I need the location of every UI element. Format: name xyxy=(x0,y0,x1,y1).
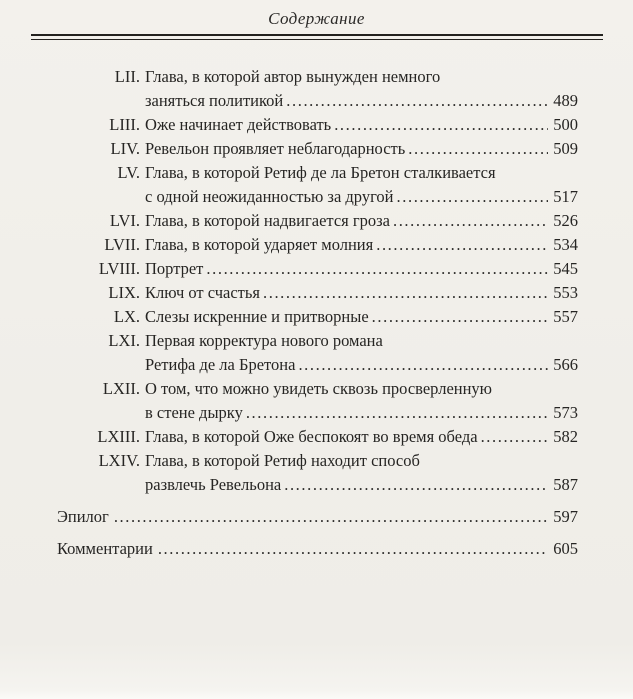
toc-title: Эпилог xyxy=(57,507,109,526)
page-number: 489 xyxy=(553,91,578,110)
toc-entry xyxy=(57,137,578,161)
toc-line xyxy=(57,401,578,425)
toc-numeral: LXIII. xyxy=(97,427,140,446)
toc-numeral: LVII. xyxy=(104,235,140,254)
toc-title: Глава, в которой Ретиф находит способ xyxy=(145,451,420,470)
toc-entry xyxy=(57,449,578,497)
toc-title: Глава, в которой ударяет молния xyxy=(145,235,374,254)
toc-title: О том, что можно увидеть сквозь просверленную xyxy=(145,379,493,398)
toc-title: Портрет xyxy=(145,259,204,278)
dot-leader xyxy=(481,425,549,449)
dot-leader xyxy=(372,305,549,329)
toc-list xyxy=(57,65,578,561)
dot-leader xyxy=(376,233,548,257)
toc-numeral: LXII. xyxy=(102,379,140,398)
page-number: 582 xyxy=(553,427,578,446)
toc-numeral: LX. xyxy=(113,307,140,326)
page-number: 597 xyxy=(553,507,578,526)
page-number: 517 xyxy=(553,187,578,206)
dot-leader xyxy=(298,353,548,377)
toc-title: Ревельон проявляет неблагодарность xyxy=(145,139,406,158)
dot-leader xyxy=(114,505,548,529)
toc-line xyxy=(57,209,578,233)
toc-entry xyxy=(57,425,578,449)
page-number: 557 xyxy=(553,307,578,326)
toc-title: Ретифа де ла Бретона xyxy=(145,355,296,374)
toc-line xyxy=(57,233,578,257)
toc-line xyxy=(57,257,578,281)
toc-entry xyxy=(57,377,578,425)
toc-entry xyxy=(57,329,578,377)
toc-title: Первая корректура нового романа xyxy=(145,331,383,350)
toc-line xyxy=(57,161,578,185)
toc-numeral: LIX. xyxy=(108,283,140,302)
toc-numeral: LV. xyxy=(117,163,140,182)
toc-numeral: LVIII. xyxy=(98,259,140,278)
toc-line xyxy=(57,65,578,89)
toc-title: заняться политикой xyxy=(145,91,284,110)
toc-numeral: LIII. xyxy=(109,115,140,134)
toc-title: Слезы искренние и притворные xyxy=(145,307,369,326)
toc-line xyxy=(57,281,578,305)
toc-numeral: LIV. xyxy=(110,139,140,158)
dot-leader xyxy=(263,281,548,305)
toc-line xyxy=(57,305,578,329)
toc-line xyxy=(57,185,578,209)
toc-title: Глава, в которой Оже беспокоят во время обеда xyxy=(145,427,478,446)
toc-entry xyxy=(57,113,578,137)
toc-title: Ключ от счастья xyxy=(145,283,260,302)
contents-header: Содержание xyxy=(268,9,365,28)
page-number: 509 xyxy=(553,139,578,158)
toc-line xyxy=(57,137,578,161)
page-number: 605 xyxy=(553,539,578,558)
page-number: 566 xyxy=(553,355,578,374)
toc-entry xyxy=(57,161,578,209)
toc-entry xyxy=(57,537,578,561)
toc-line xyxy=(57,377,578,401)
dot-leader xyxy=(408,137,548,161)
toc-line xyxy=(57,353,578,377)
toc-entry xyxy=(57,209,578,233)
toc-entry xyxy=(57,305,578,329)
dot-leader xyxy=(284,473,548,497)
toc-title: Комментарии xyxy=(57,539,153,558)
toc-numeral: LVI. xyxy=(109,211,140,230)
toc-line xyxy=(57,89,578,113)
page-number: 534 xyxy=(553,235,578,254)
toc-title: Глава, в которой автор вынужден немного xyxy=(145,67,441,86)
toc-entry xyxy=(57,233,578,257)
double-rule xyxy=(31,34,603,40)
toc-numeral: LXIV. xyxy=(98,451,140,470)
toc-entry xyxy=(57,257,578,281)
toc-line xyxy=(57,425,578,449)
toc-entry xyxy=(57,505,578,529)
toc-entry xyxy=(57,281,578,305)
dot-leader xyxy=(334,113,548,137)
page-number: 587 xyxy=(553,475,578,494)
page-number: 573 xyxy=(553,403,578,422)
toc-entry xyxy=(57,65,578,113)
toc-title: развлечь Ревельона xyxy=(145,475,282,494)
toc-line xyxy=(57,449,578,473)
toc-title: в стене дырку xyxy=(145,403,243,422)
toc-line xyxy=(57,329,578,353)
toc-title: с одной неожиданностью за другой xyxy=(145,187,394,206)
toc-line xyxy=(57,113,578,137)
page-number: 545 xyxy=(553,259,578,278)
page-number: 526 xyxy=(553,211,578,230)
dot-leader xyxy=(246,401,548,425)
dot-leader xyxy=(158,537,548,561)
dot-leader xyxy=(393,209,548,233)
dot-leader xyxy=(206,257,548,281)
dot-leader xyxy=(397,185,549,209)
toc-numeral: LII. xyxy=(114,67,140,86)
toc-title: Глава, в которой Ретиф де ла Бретон сталкивается xyxy=(145,163,496,182)
toc-numeral: LXI. xyxy=(108,331,140,350)
dot-leader xyxy=(286,89,548,113)
toc-title: Глава, в которой надвигается гроза xyxy=(145,211,390,230)
toc-line xyxy=(57,473,578,497)
scan-bottom-edge xyxy=(0,690,633,699)
toc-title: Оже начинает действовать xyxy=(145,115,332,134)
page-number: 500 xyxy=(553,115,578,134)
page-number: 553 xyxy=(553,283,578,302)
